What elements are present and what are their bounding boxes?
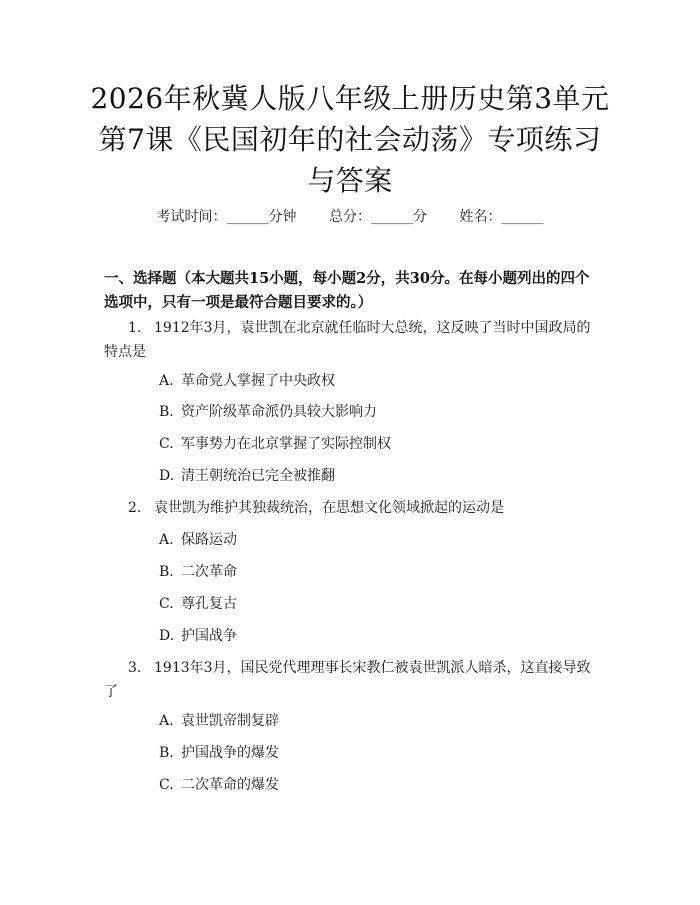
exam-info-line (0, 206, 700, 226)
question-2-option-d (159, 626, 599, 646)
option-text: 二次革命 (181, 564, 237, 580)
option-letter: C. (159, 596, 174, 612)
question-text: 1912年3月，袁世凯在北京就任临时大总统，这反映了当时中国政局的特点是 (104, 320, 591, 360)
option-letter: B. (159, 564, 174, 580)
question-3-option-b (159, 743, 599, 763)
total-score-field: 总分：______分 (329, 209, 427, 225)
question-2 (104, 496, 600, 520)
option-text: 二次革命的爆发 (181, 777, 279, 793)
option-text: 护国战争的爆发 (181, 745, 279, 761)
question-1-option-a (159, 371, 599, 391)
option-text: 革命党人掌握了中央政权 (181, 373, 335, 389)
option-letter: A. (159, 373, 174, 389)
question-2-option-a (159, 530, 599, 550)
question-number: 1. (128, 320, 142, 336)
question-text: 1913年3月，国民党代理理事长宋教仁被袁世凯派人暗杀，这直接导致了 (104, 660, 591, 700)
option-text: 军事势力在北京掌握了实际控制权 (181, 436, 391, 452)
option-text: 护国战争 (181, 628, 237, 644)
option-letter: C. (159, 436, 174, 452)
question-1-option-d (159, 466, 599, 486)
option-text: 保路运动 (181, 532, 237, 548)
question-number: 3. (128, 660, 142, 676)
question-1 (104, 316, 600, 364)
option-letter: B. (159, 404, 174, 420)
question-text: 袁世凯为维护其独裁统治，在思想文化领域掀起的运动是 (154, 500, 504, 516)
document-title: 2026年秋冀人版八年级上册历史第3单元第7课《民国初年的社会动荡》专项练习与答案 (90, 82, 610, 197)
exam-time-field: 考试时间：______分钟 (156, 209, 297, 225)
question-1-option-b (159, 402, 599, 422)
question-2-option-b (159, 562, 599, 582)
option-letter: A. (159, 713, 174, 729)
section-heading: 一、选择题（本大题共15小题，每小题2分，共30分。在每小题列出的四个选项中，只有一项是最符合题目要求的。） (104, 270, 590, 311)
option-letter: B. (159, 745, 174, 761)
question-1-option-c (159, 434, 599, 454)
option-text: 清王朝统治已完全被推翻 (181, 468, 335, 484)
option-text: 袁世凯帝制复辟 (181, 713, 279, 729)
question-3-option-c (159, 775, 599, 795)
question-3-option-a (159, 711, 599, 731)
option-letter: C. (159, 777, 174, 793)
student-name-field: 姓名：______ (459, 209, 544, 225)
question-number: 2. (128, 500, 142, 516)
option-letter: D. (159, 628, 175, 644)
question-2-option-c (159, 594, 599, 614)
option-text: 尊孔复古 (181, 596, 237, 612)
question-3 (104, 656, 600, 704)
option-text: 资产阶级革命派仍具较大影响力 (181, 404, 377, 420)
option-letter: A. (159, 532, 174, 548)
option-letter: D. (159, 468, 175, 484)
